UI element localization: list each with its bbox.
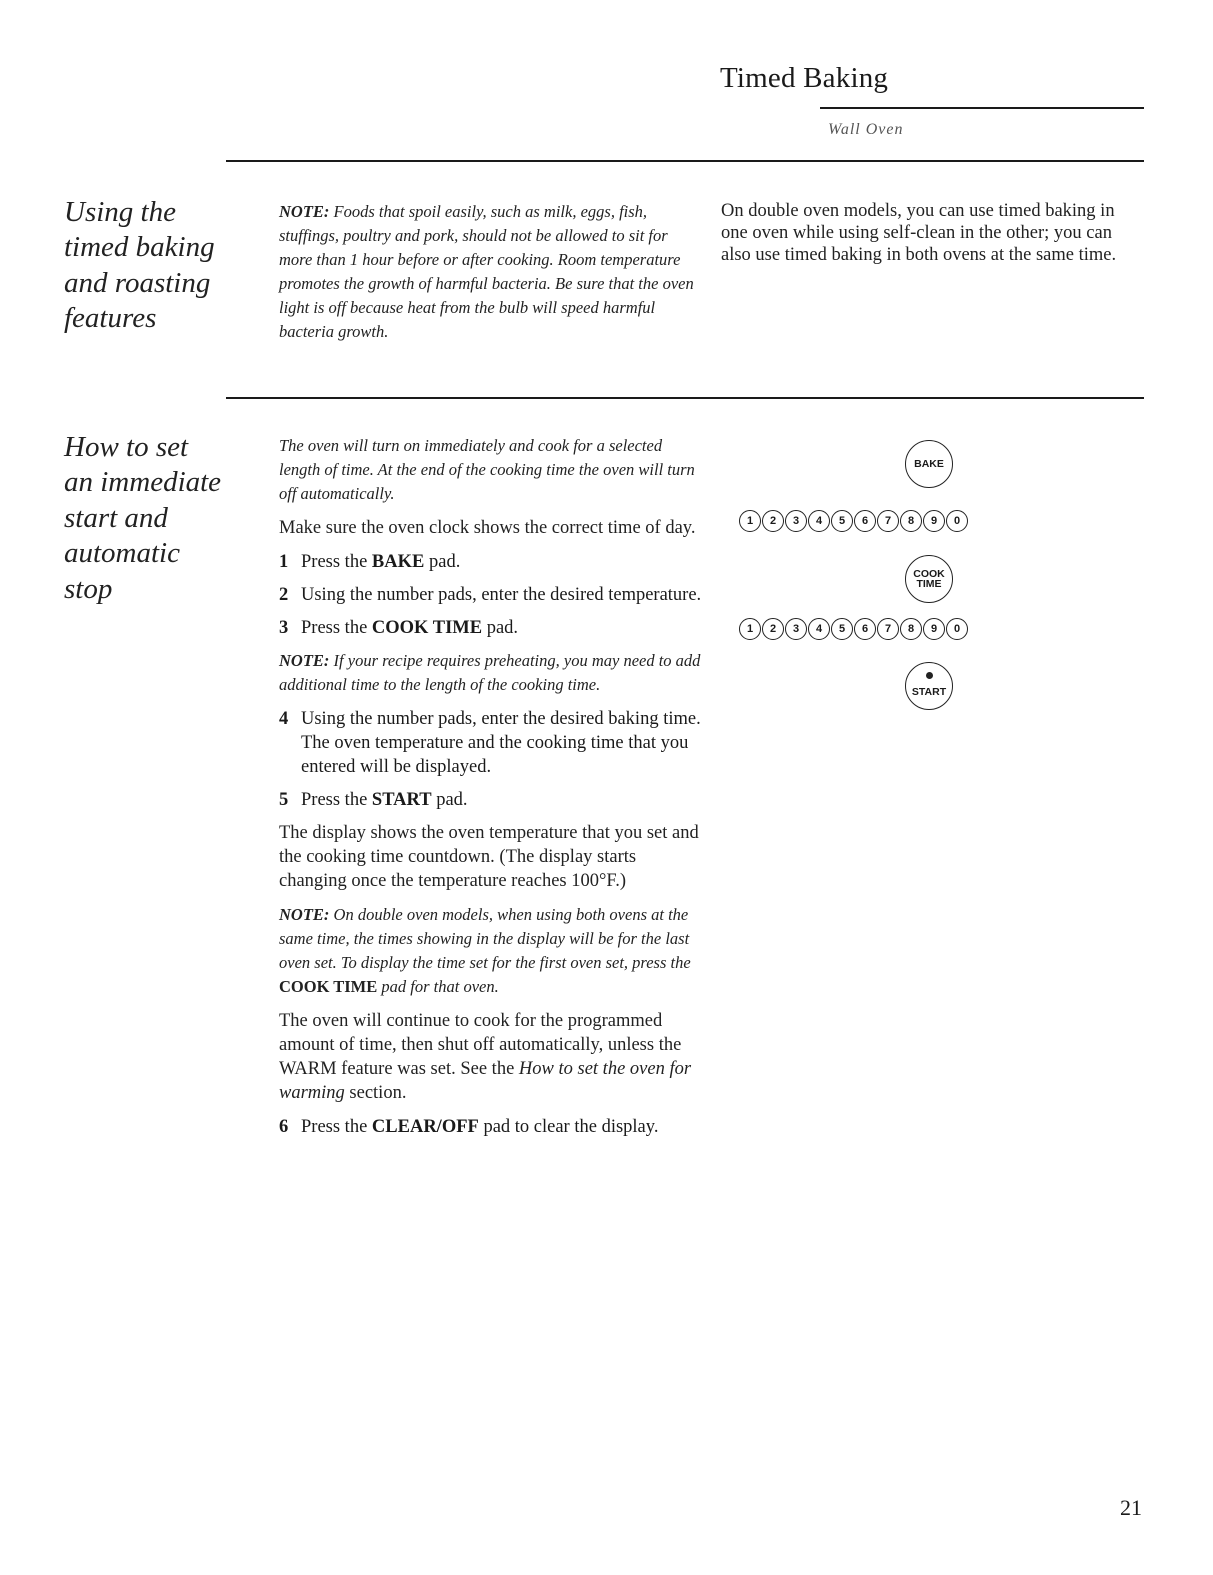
step-text: pad. [482,617,519,638]
digit-key-5[interactable]: 5 [831,618,853,640]
step-number: 1 [279,551,289,572]
number-pad-row-1 [739,510,968,532]
digit-key-0[interactable]: 0 [946,510,968,532]
digit-key-6[interactable]: 6 [854,510,876,532]
number-pad-row-2 [739,618,968,640]
step-5 [279,788,704,812]
step-text: Using the number pads, enter the desired baking time. The oven temperature and the cooking time that you entered will be displayed. [301,708,701,777]
continue-description [279,1009,704,1105]
section1-rule [226,160,1144,162]
double-oven-text: On double oven models, you can use timed baking in one oven while using self-clean in the other; you can also use timed baking in both ovens at the same time. [721,201,1117,266]
note-text: On double oven models, when using both ovens at the same time, the times showing in the display will be for the last oven set. To display the time set for the first oven set, press the [279,905,691,972]
step-text: Press the [301,617,372,638]
clock-instruction: Make sure the oven clock shows the correct time of day. [279,517,696,538]
heading-line: timed baking [64,231,215,264]
step-2 [279,583,704,607]
instructions-column [279,434,704,1148]
note-text: If your recipe requires preheating, you may need to add additional time to the length of the cooking time. [279,650,701,694]
digit-key-1[interactable]: 1 [739,510,761,532]
header-rule [820,107,1144,109]
food-safety-note [279,200,699,344]
digit-key-8[interactable]: 8 [900,510,922,532]
bake-pad-text: BAKE [914,457,944,470]
heading-line: and roasting [64,266,211,299]
cook-time-text: TIME [916,578,942,590]
heading-line: Using the [64,196,176,228]
note-label: NOTE: [279,202,330,221]
body-text: section. [349,1082,407,1103]
step-number: 4 [279,708,289,729]
step-text: pad to clear the display. [478,1117,659,1137]
bake-pad-label: BAKE [371,551,425,572]
step-4 [279,707,704,779]
page-subtitle: Wall Oven [828,121,904,138]
step-text: Press the [301,551,372,572]
note-label: NOTE: [279,650,330,670]
page-title: Timed Baking [720,62,889,94]
section2-rule [226,397,1144,399]
start-pad-text: START [911,685,947,698]
step-number: 3 [279,617,289,638]
intro-note: The oven will turn on immediately and cook for a selected length of time. At the end of the cooking time the oven will turn off automatically. [279,436,695,503]
cook-time-pad-label: COOK TIME [371,617,483,638]
cook-time-pad-label: COOK TIME [279,976,378,996]
digit-key-3[interactable]: 3 [785,618,807,640]
section-reference: How to set the oven for warming [279,1058,692,1103]
digit-key-9[interactable]: 9 [923,510,945,532]
digit-key-9[interactable]: 9 [923,618,945,640]
step-number: 5 [279,789,289,810]
note-text: pad for that oven. [381,976,499,996]
preheat-note [279,649,704,697]
digit-key-7[interactable]: 7 [877,510,899,532]
step-text: Press the [301,789,372,810]
heading-line: How to set [64,431,189,463]
clear-off-pad-label: CLEAR/OFF [371,1117,479,1137]
note-label: NOTE: [279,905,330,925]
bake-pad[interactable] [905,440,953,488]
cook-time-pad[interactable] [905,555,953,603]
digit-key-2[interactable]: 2 [762,618,784,640]
step-text: Press the [301,1117,372,1137]
heading-line: an immediate [64,466,222,499]
section1-heading [64,195,239,337]
digit-key-7[interactable]: 7 [877,618,899,640]
digit-key-4[interactable]: 4 [808,618,830,640]
step-1 [279,550,704,574]
display-description: The display shows the oven temperature that you set and the cooking time countdown. (The display starts changing once the temperature reaches 100°F.) [279,822,699,892]
digit-key-2[interactable]: 2 [762,510,784,532]
digit-key-4[interactable]: 4 [808,510,830,532]
step-3 [279,616,704,640]
start-pad-label: START [371,789,432,810]
section2-heading [64,430,239,607]
step-6 [279,1115,704,1139]
heading-line: automatic [64,537,180,570]
double-oven-note [279,903,704,999]
note-text: Foods that spoil easily, such as milk, eggs, fish, stuffings, poultry and pork, should not be allowed to sit for more than 1 hour before or after cooking. Room temperature promotes the growth of harmful bacteria. Be sure that the oven light is off because heat from the bulb will speed harmful bacteria growth. [279,202,694,341]
step-number: 2 [279,584,289,605]
step-text: Using the number pads, enter the desired temperature. [301,584,702,605]
step-text: pad. [431,789,468,810]
digit-key-1[interactable]: 1 [739,618,761,640]
digit-key-6[interactable]: 6 [854,618,876,640]
step-number: 6 [279,1117,289,1137]
body-text: The oven will continue to cook for the programmed amount of time, then shut off automatically, unless the WARM feature was set. See the [279,1010,682,1079]
heading-line: stop [64,572,113,605]
digit-key-3[interactable]: 3 [785,510,807,532]
heading-line: features [64,302,157,335]
start-dot-icon [926,672,933,679]
cook-time-text: COOK [913,567,945,580]
step-text: pad. [424,551,461,572]
digit-key-5[interactable]: 5 [831,510,853,532]
heading-line: start and [64,501,168,534]
page-number: 21 [1120,1495,1142,1520]
digit-key-8[interactable]: 8 [900,618,922,640]
start-pad[interactable] [905,662,953,710]
digit-key-0[interactable]: 0 [946,618,968,640]
